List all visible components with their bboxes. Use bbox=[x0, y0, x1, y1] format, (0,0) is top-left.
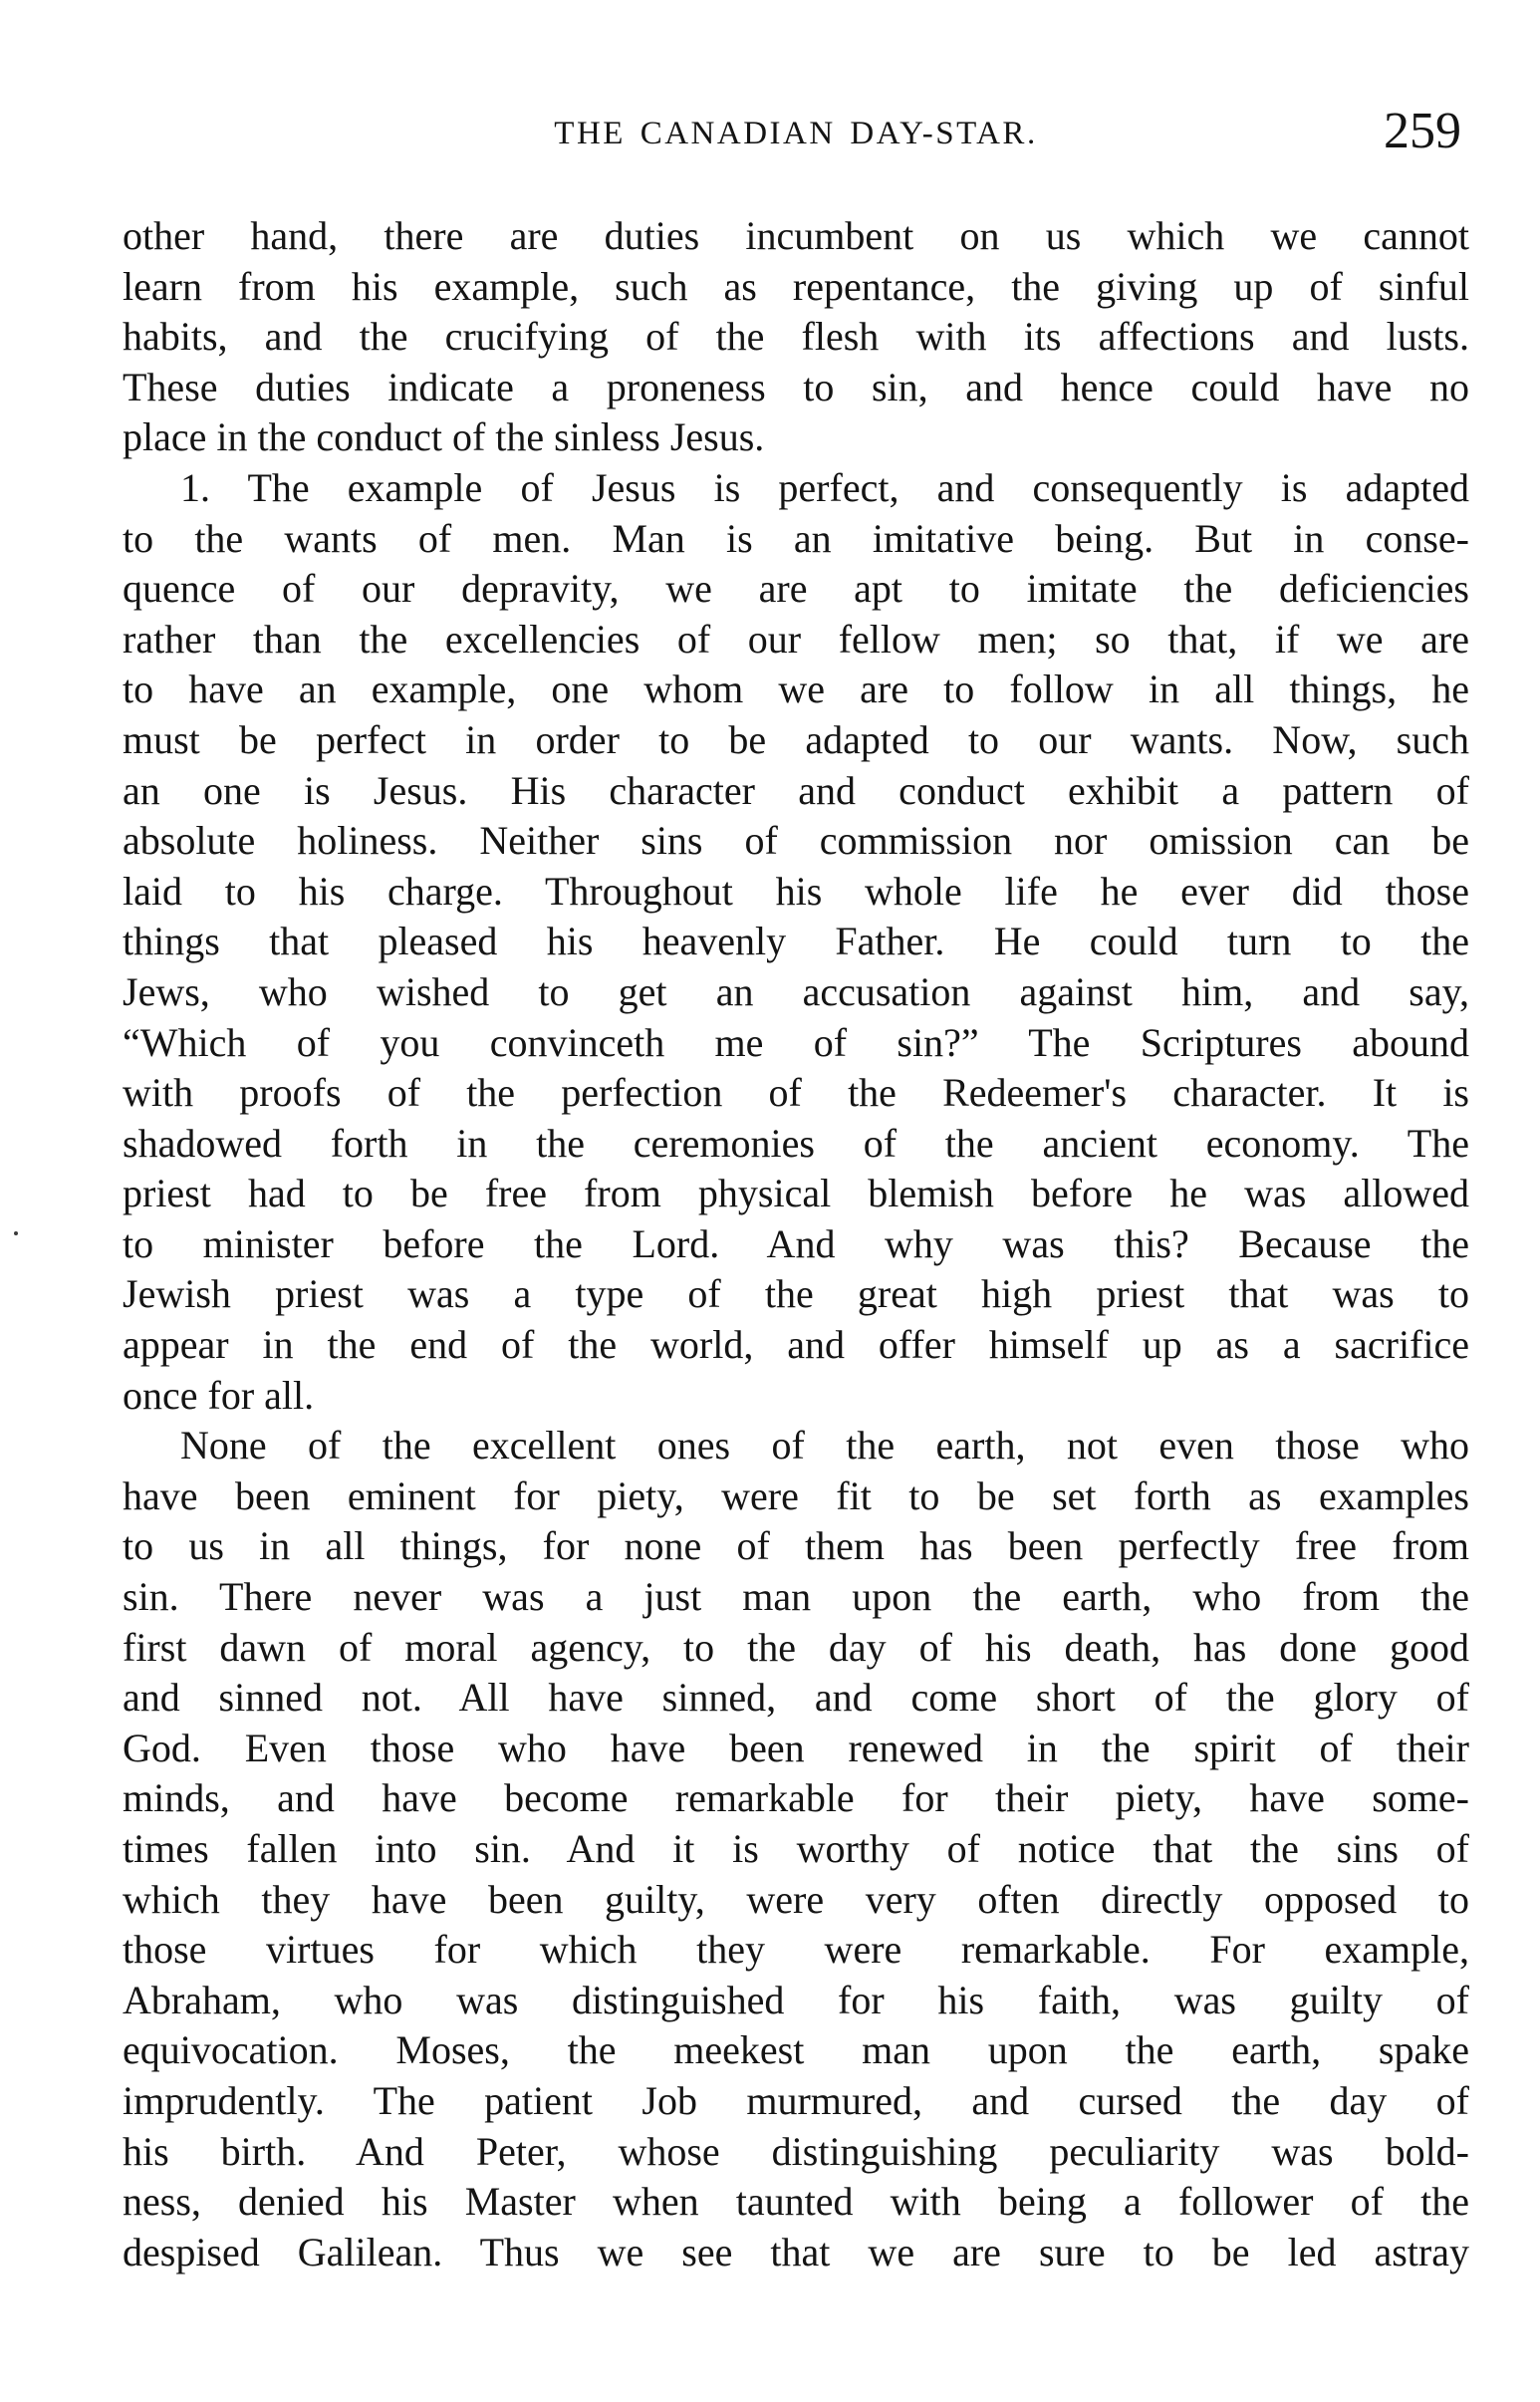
text-line: things that pleased his heavenly Father. He could turn to the bbox=[123, 919, 1469, 964]
text-line: Jewish priest was a type of the great high priest that was to bbox=[123, 1271, 1469, 1317]
text-line: appear in the end of the world, and offer himself up as a sacrifice bbox=[123, 1322, 1469, 1368]
text-line: 1. The example of Jesus is perfect, and consequently is adapted bbox=[180, 464, 1469, 510]
text-line: first dawn of moral agency, to the day of his death, has done good bbox=[123, 1624, 1469, 1670]
text-line: Abraham, who was distinguished for his faith, was guilty of bbox=[123, 1977, 1469, 2022]
text-line: times fallen into sin. And it is worthy of notice that the sins of bbox=[123, 1826, 1469, 1871]
text-line: rather than the excellencies of our fellow men; so that, if we are bbox=[123, 616, 1469, 662]
text-line: to minister before the Lord. And why was this? Because the bbox=[123, 1220, 1469, 1266]
margin-speck bbox=[14, 1231, 18, 1235]
page-number: 259 bbox=[1384, 103, 1461, 159]
text-line: ness, denied his Master when taunted with being a follower of the bbox=[123, 2179, 1469, 2225]
text-line: absolute holiness. Neither sins of commission nor omission can be bbox=[123, 818, 1469, 864]
text-line: must be perfect in order to be adapted to our wants. Now, such bbox=[123, 716, 1469, 762]
text-line: shadowed forth in the ceremonies of the ancient economy. The bbox=[123, 1120, 1469, 1166]
text-line: have been eminent for piety, were fit to be set forth as examples bbox=[123, 1472, 1469, 1518]
text-line: None of the excellent ones of the earth, not even those who bbox=[180, 1423, 1469, 1468]
text-line: to have an example, one whom we are to follow in all things, he bbox=[123, 667, 1469, 712]
text-line: once for all. bbox=[123, 1372, 315, 1418]
text-line: those virtues for which they were remarkable. For example, bbox=[123, 1927, 1469, 1973]
text-line: minds, and have become remarkable for their piety, have some- bbox=[123, 1775, 1469, 1821]
text-line: an one is Jesus. His character and conduct exhibit a pattern of bbox=[123, 767, 1469, 813]
running-head bbox=[123, 103, 1469, 167]
text-line: Jews, who wished to get an accusation against him, and say, bbox=[123, 968, 1469, 1014]
text-line: which they have been guilty, were very often directly opposed to bbox=[123, 1876, 1469, 1922]
text-line: to the wants of men. Man is an imitative being. But in conse- bbox=[123, 515, 1469, 561]
text-line: other hand, there are duties incumbent on us which we cannot bbox=[123, 213, 1469, 258]
text-line: equivocation. Moses, the meekest man upon the earth, spake bbox=[123, 2027, 1469, 2073]
text-line: to us in all things, for none of them has been perfectly free from bbox=[123, 1523, 1469, 1569]
text-line: habits, and the crucifying of the flesh with its affections and lusts. bbox=[123, 314, 1469, 360]
text-line: his birth. And Peter, whose distinguishing peculiarity was bold- bbox=[123, 2128, 1469, 2174]
text-line: priest had to be free from physical blemish before he was allowed bbox=[123, 1171, 1469, 1216]
text-line: and sinned not. All have sinned, and come short of the glory of bbox=[123, 1675, 1469, 1721]
body-text bbox=[123, 211, 1469, 2277]
text-line: place in the conduct of the sinless Jesus. bbox=[123, 414, 765, 460]
text-line: sin. There never was a just man upon the earth, who from the bbox=[123, 1574, 1469, 1620]
text-line: God. Even those who have been renewed in the spirit of their bbox=[123, 1725, 1469, 1770]
text-line: These duties indicate a proneness to sin, and hence could have no bbox=[123, 364, 1469, 409]
text-line: “Which of you convinceth me of sin?” The Scriptures abound bbox=[123, 1019, 1469, 1065]
text-line: with proofs of the perfection of the Redeemer's character. It is bbox=[123, 1070, 1469, 1116]
text-line: learn from his example, such as repentance, the giving up of sinful bbox=[123, 263, 1469, 309]
text-line: imprudently. The patient Job murmured, and cursed the day of bbox=[123, 2077, 1469, 2123]
text-line: laid to his charge. Throughout his whole life he ever did those bbox=[123, 868, 1469, 914]
running-title: THE CANADIAN DAY-STAR. bbox=[554, 116, 1038, 151]
text-line: despised Galilean. Thus we see that we are sure to be led astray bbox=[123, 2229, 1469, 2274]
text-line: quence of our depravity, we are apt to imitate the deficiencies bbox=[123, 566, 1469, 612]
